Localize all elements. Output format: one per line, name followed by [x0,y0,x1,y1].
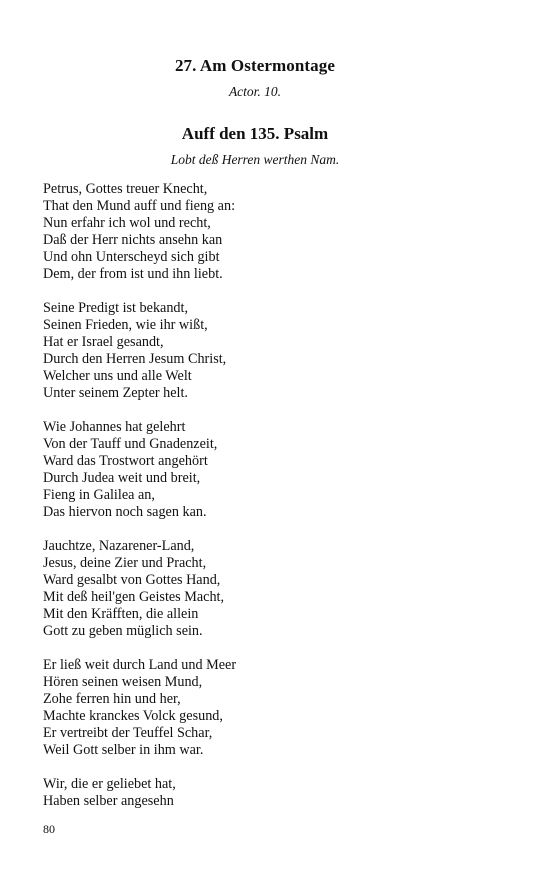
verse-line: Zohe ferren hin und her, [43,691,181,707]
hymn-title: 27. Am Ostermontage [174,56,336,75]
verse-line: Hören seinen weisen Mund, [43,674,203,690]
verse-line: Durch den Herren Jesum Christ, [43,351,227,367]
verse-line: Seine Predigt ist bekandt, [43,300,189,316]
verse-line: That den Mund auff und fieng an: [43,198,236,214]
verse-line: Das hiervon noch sagen kan. [43,504,207,520]
verse-line: Und ohn Unterscheyd sich gibt [43,249,220,265]
verse-line: Haben selber angesehn [43,793,174,809]
verse-line: Hat er Israel gesandt, [43,334,164,350]
verse-line: Petrus, Gottes treuer Knecht, [43,181,208,197]
stanza-1 [43,181,483,283]
verse-line: Durch Judea weit und breit, [43,470,201,486]
verse-line: Ward gesalbt von Gottes Hand, [43,572,221,588]
verse-line: Unter seinem Zepter helt. [43,385,188,401]
verse-line: Mit deß heil'gen Geistes Macht, [43,589,225,605]
verse-line: Nun erfahr ich wol und recht, [43,215,211,231]
verse-line: Seinen Frieden, wie ihr wißt, [43,317,208,333]
verse-line: Wie Johannes hat gelehrt [43,419,186,435]
psalm-heading: Auff den 135. Psalm [181,124,329,143]
stanza-5 [43,657,483,759]
tune-subtitle: Lobt deß Herren werthen Nam. [170,152,340,167]
verse-line: Gott zu geben müglich sein. [43,623,203,639]
verse-line: Fieng in Galilea an, [43,487,155,503]
verse-line: Wir, die er geliebet hat, [43,776,176,792]
stanza-3 [43,419,483,521]
stanza-2 [43,300,483,402]
verse-line: Welcher uns und alle Welt [43,368,192,384]
page-number: 80 [43,822,55,836]
verse-line: Ward das Trostwort angehört [43,453,208,469]
verse-line: Machte kranckes Volck gesund, [43,708,223,724]
stanza-6 [43,776,483,810]
stanza-4 [43,538,483,640]
verse-line: Er ließ weit durch Land und Meer [43,657,237,673]
hymn-text [43,181,483,827]
scripture-reference: Actor. 10. [228,84,282,99]
verse-line: Mit den Kräfften, die allein [43,606,199,622]
verse-line: Er vertreibt der Teuffel Schar, [43,725,213,741]
verse-line: Jesus, deine Zier und Pracht, [43,555,207,571]
verse-line: Jauchtze, Nazarener-Land, [43,538,195,554]
verse-line: Von der Tauff und Gnadenzeit, [43,436,218,452]
verse-line: Weil Gott selber in ihm war. [43,742,204,758]
verse-line: Dem, der from ist und ihn liebt. [43,266,223,282]
verse-line: Daß der Herr nichts ansehn kan [43,232,223,248]
